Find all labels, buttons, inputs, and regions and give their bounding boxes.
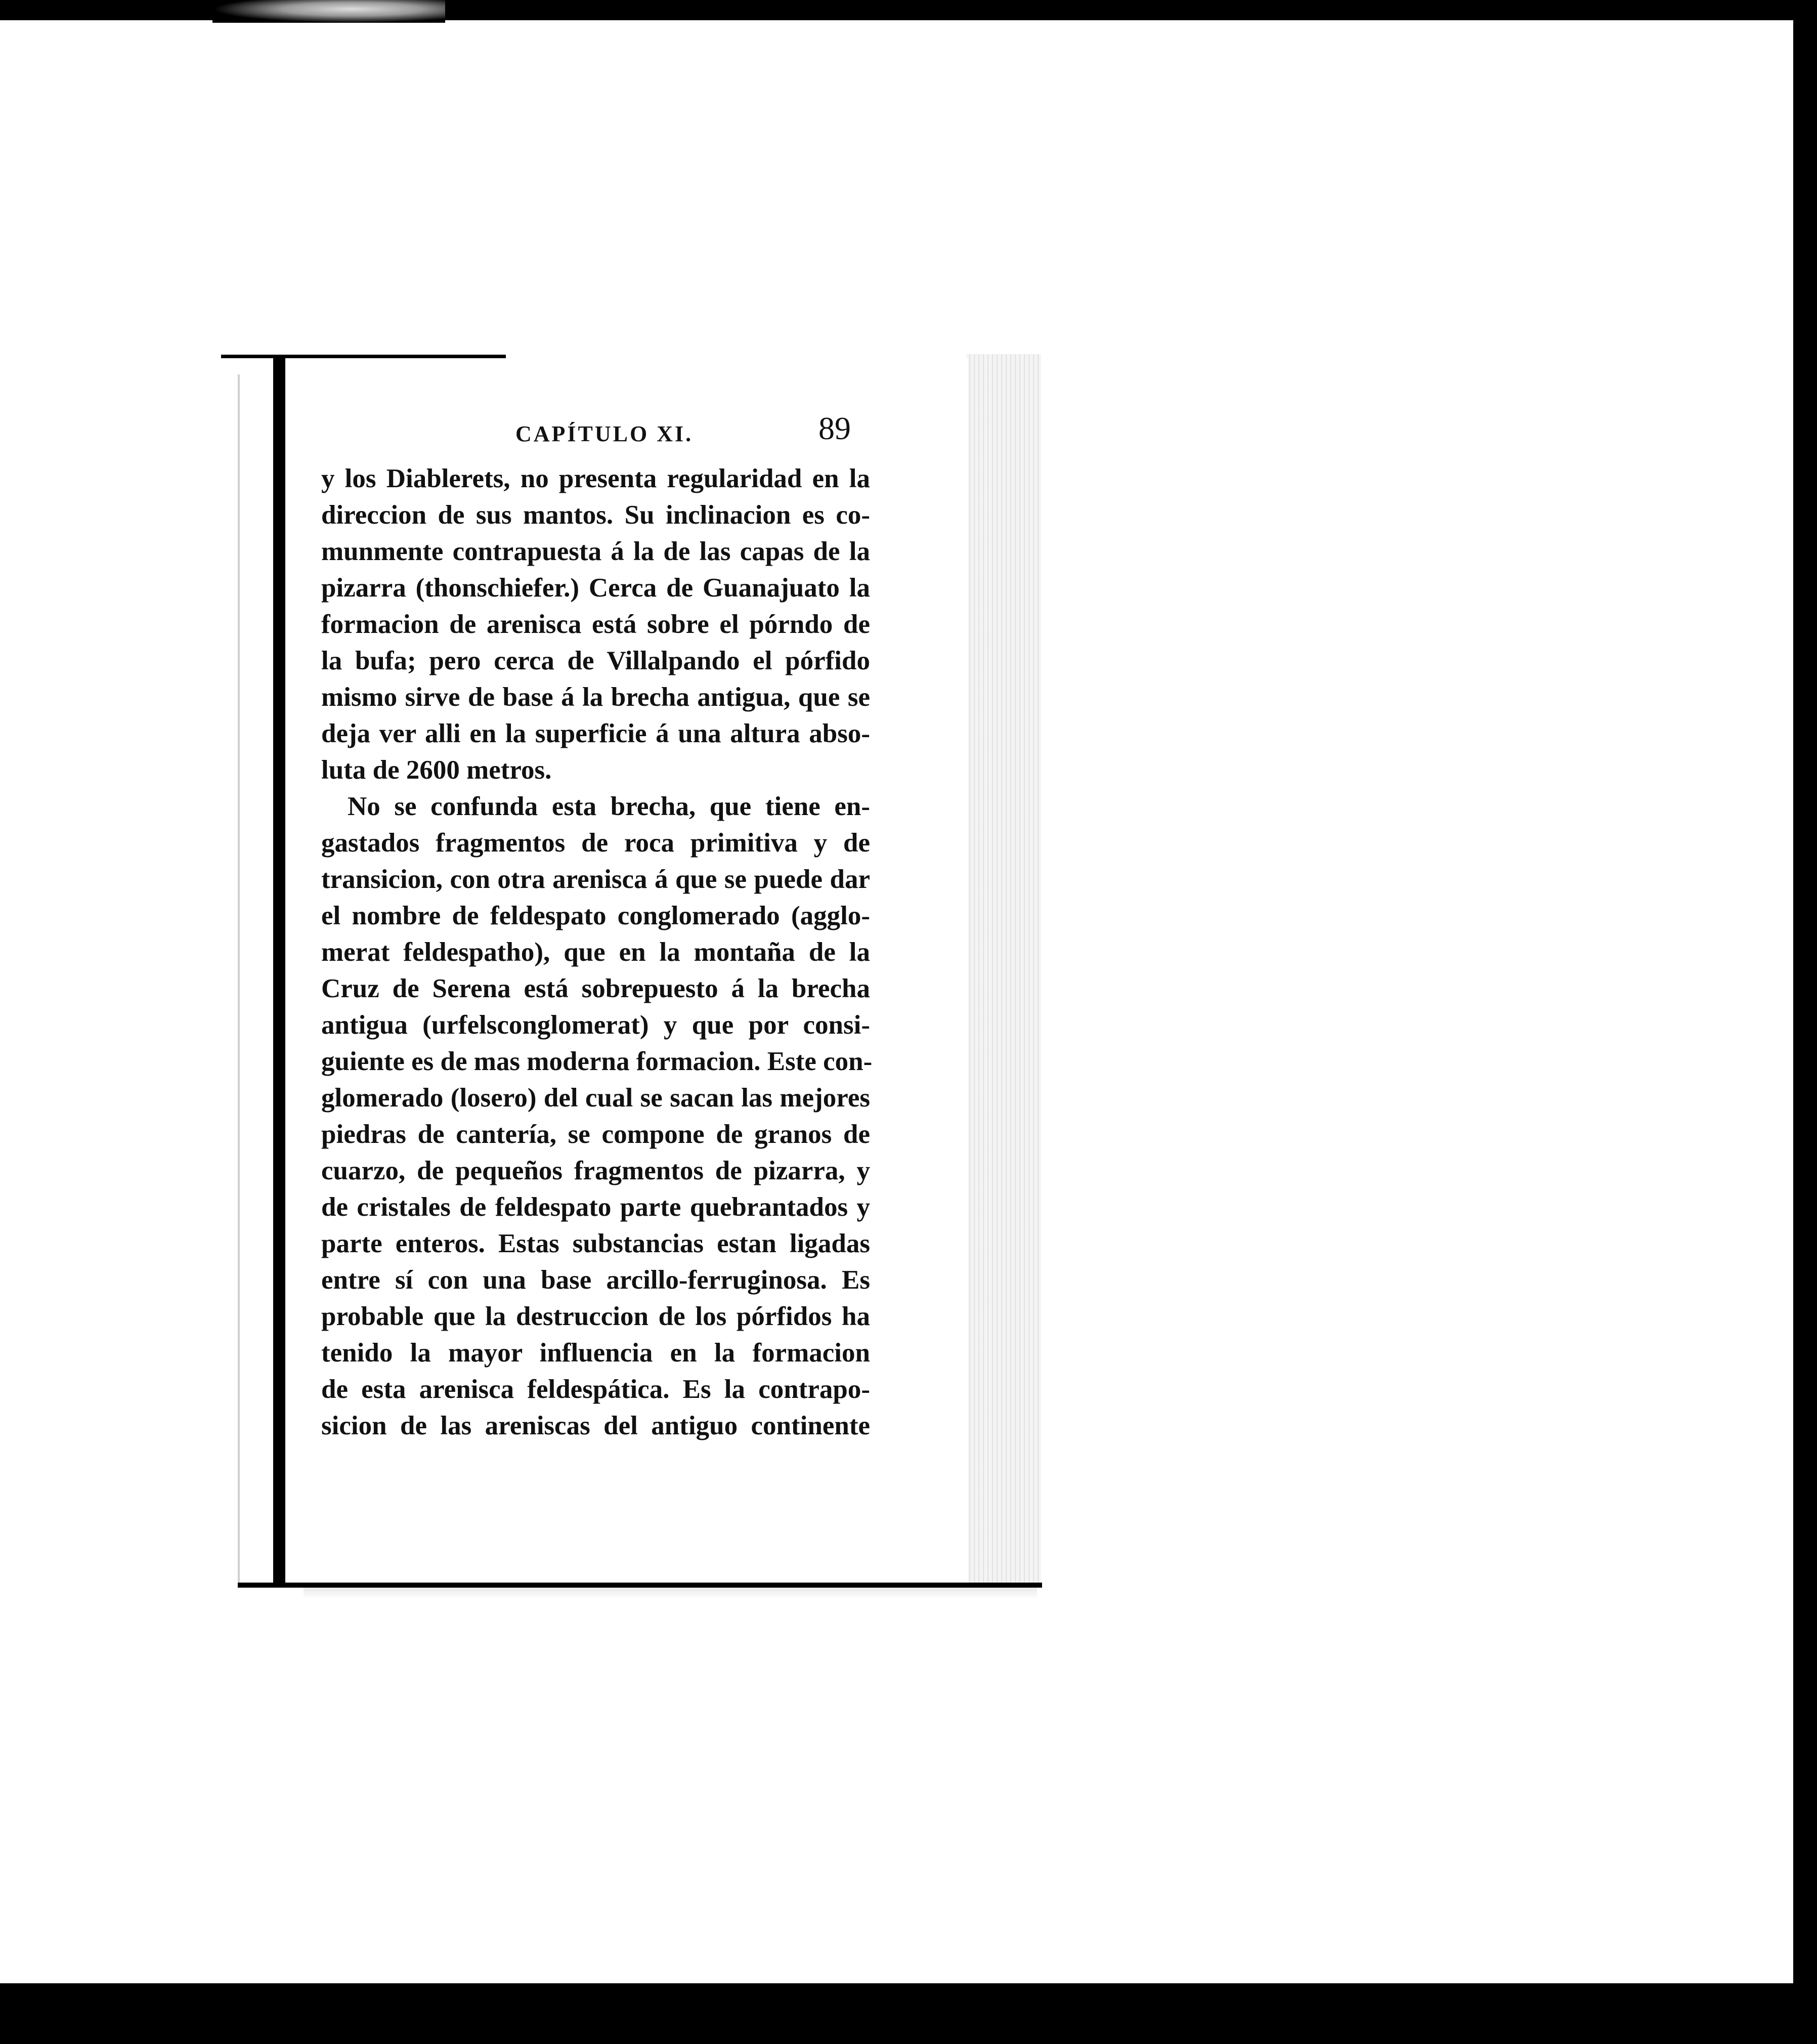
body-text — [321, 460, 873, 1440]
book-frame-top — [221, 355, 506, 358]
running-head: CAPÍTULO XI. — [515, 421, 694, 446]
text-line: guiente es de mas moderna formacion. Este con- — [321, 1047, 873, 1076]
text-line: formacion de arenisca está sobre el pórndo de — [321, 610, 870, 639]
paragraph-2 — [321, 788, 873, 1444]
text-line: probable que la destruccion de los pórfidos ha — [321, 1302, 870, 1331]
book-spine — [273, 355, 285, 1588]
text-line: y los Diablerets, no presenta regularidad en la — [321, 464, 870, 493]
text-line: entre sí con una base arcillo-ferruginosa. Es — [321, 1265, 870, 1295]
text-line: glomerado (losero) del cual se sacan las mejores — [321, 1083, 870, 1113]
text-line: piedras de cantería, se compone de granos de — [321, 1120, 870, 1149]
page-number: 89 — [818, 410, 851, 446]
page-edges — [966, 354, 1041, 1586]
book-frame-bottom — [238, 1583, 1042, 1588]
text-line: parte enteros. Estas substancias estan ligadas — [321, 1229, 870, 1258]
text-line: de esta arenisca feldespática. Es la contrapo- — [321, 1375, 870, 1404]
text-line: pizarra (thonschiefer.) Cerca de Guanajuato la — [321, 573, 870, 603]
text-line: Cruz de Serena está sobrepuesto á la brecha — [321, 974, 870, 1003]
text-line: transicion, con otra arenisca á que se puede dar — [321, 865, 870, 894]
text-line: merat feldespatho), que en la montaña de la — [321, 938, 870, 967]
text-line: No se confunda esta brecha, que tiene en- — [348, 792, 870, 821]
text-line: munmente contrapuesta á la de las capas de la — [321, 537, 870, 566]
text-line: mismo sirve de base á la brecha antigua, que se — [321, 683, 870, 712]
text-line: cuarzo, de pequeños fragmentos de pizarra, y — [321, 1156, 870, 1185]
text-line: sicion de las areniscas del antiguo continente — [321, 1411, 870, 1440]
text-line: deja ver alli en la superficie á una altura abso- — [321, 719, 870, 748]
text-line: el nombre de feldespato conglomerado (agglo- — [321, 901, 870, 930]
book-edge-left — [238, 374, 240, 1584]
text-line: tenido la mayor influencia en la formacion — [321, 1338, 870, 1368]
text-line: luta de 2600 metros. — [321, 755, 552, 785]
text-line: direccion de sus mantos. Su inclinacion es co- — [321, 500, 870, 530]
scan-debris — [212, 0, 445, 23]
text-line: la bufa; pero cerca de Villalpando el pórfido — [321, 646, 870, 675]
text-line: de cristales de feldespato parte quebrantados y — [321, 1193, 870, 1222]
text-line: antigua (urfelsconglomerat) y que por consi- — [321, 1010, 870, 1040]
text-line: gastados fragmentos de roca primitiva y de — [321, 828, 870, 858]
paragraph-1 — [321, 460, 870, 788]
